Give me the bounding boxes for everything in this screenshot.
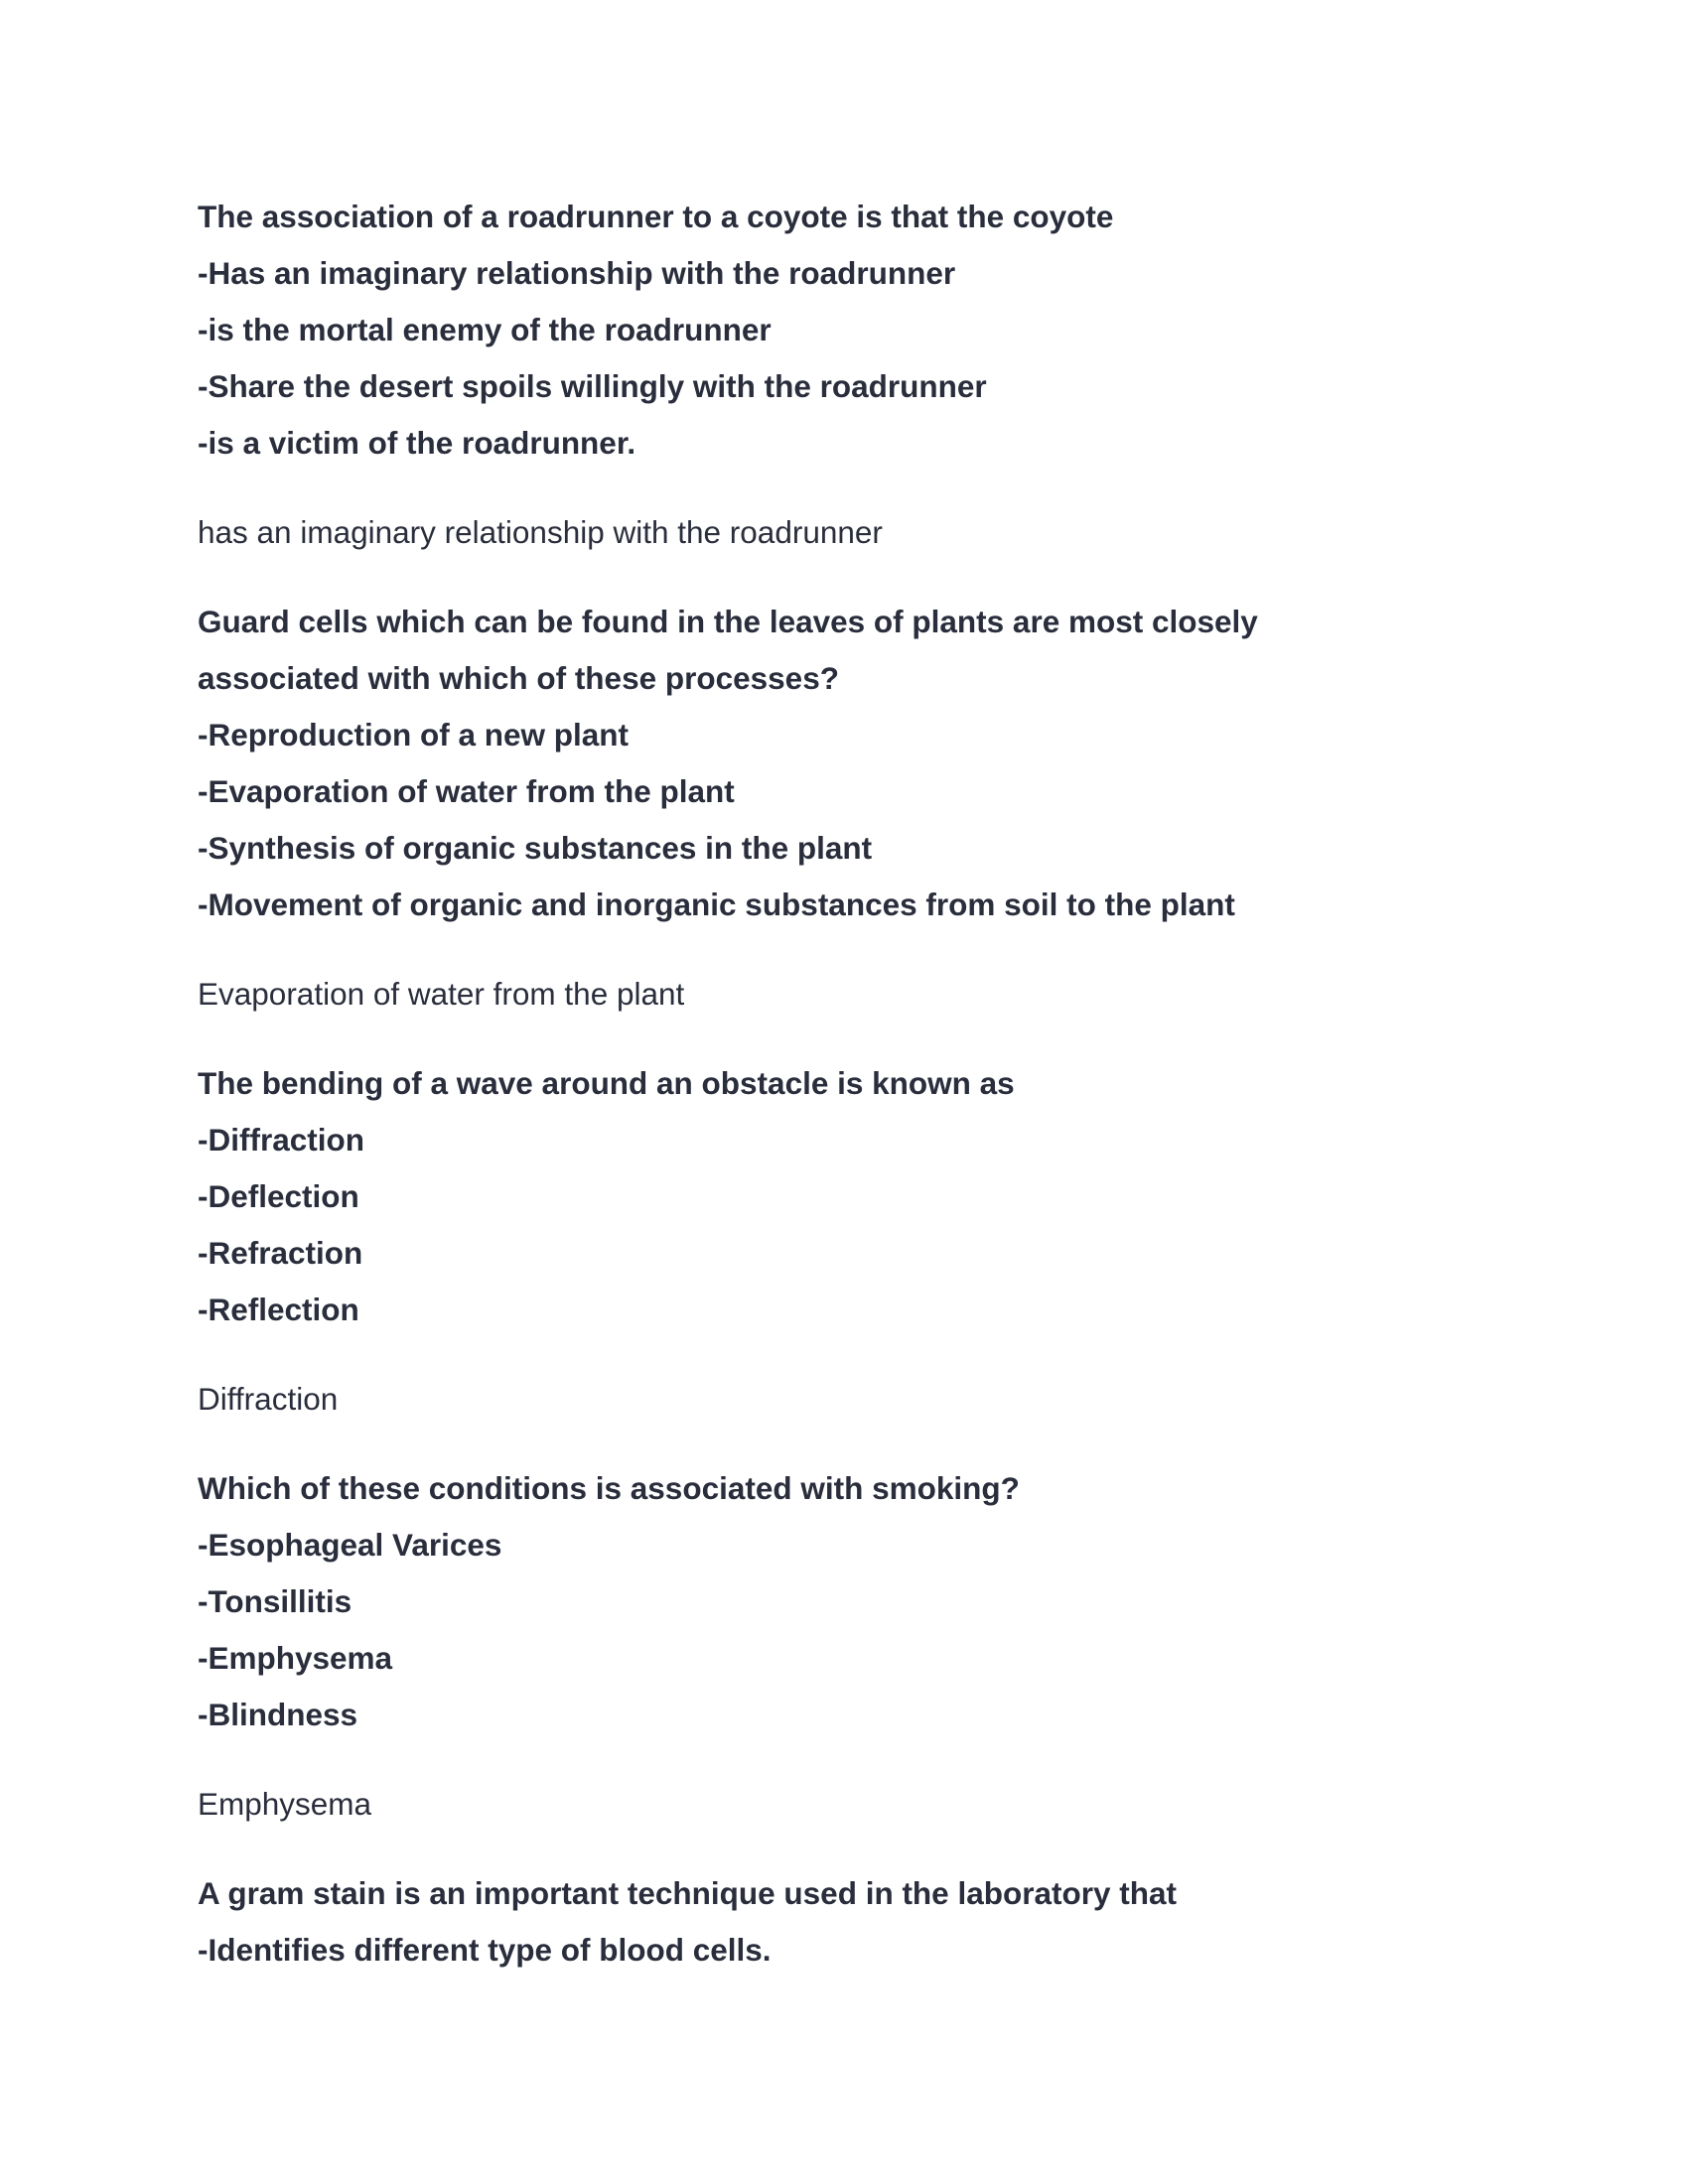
answer-option: -Share the desert spoils willingly with the roadrunner	[198, 368, 987, 404]
question-text: The bending of a wave around an obstacle is known as	[198, 1065, 1015, 1101]
correct-answer: has an imaginary relationship with the roadrunner	[198, 514, 883, 550]
question-block	[198, 189, 1508, 472]
document-page	[198, 189, 1508, 1979]
answer-option: -Esophageal Varices	[198, 1527, 502, 1563]
question-block	[198, 1865, 1508, 1979]
correct-answer: Emphysema	[198, 1786, 372, 1822]
answer-option: -is the mortal enemy of the roadrunner	[198, 312, 772, 347]
question-block	[198, 1460, 1508, 1743]
answer-option: -Emphysema	[198, 1640, 393, 1676]
answer-option: -Movement of organic and inorganic substances from soil to the plant	[198, 887, 1235, 922]
correct-answer: Diffraction	[198, 1381, 339, 1417]
answer-option: -Synthesis of organic substances in the plant	[198, 830, 873, 866]
question-text: Which of these conditions is associated with smoking?	[198, 1470, 1020, 1506]
answer-option: -Blindness	[198, 1697, 358, 1732]
question-text: The association of a roadrunner to a coyote is that the coyote	[198, 199, 1114, 234]
answer-option: -Reproduction of a new plant	[198, 717, 629, 752]
answer-option: -Diffraction	[198, 1122, 364, 1158]
answer-option: -is a victim of the roadrunner.	[198, 425, 636, 461]
answer-option: -Deflection	[198, 1178, 359, 1214]
answer-option: -Reflection	[198, 1292, 359, 1327]
question-text: associated with which of these processes?	[198, 660, 839, 696]
question-text: Guard cells which can be found in the leaves of plants are most closely	[198, 604, 1258, 639]
question-block	[198, 594, 1508, 933]
answer-option: -Has an imaginary relationship with the roadrunner	[198, 255, 956, 291]
question-text: A gram stain is an important technique used in the laboratory that	[198, 1875, 1177, 1911]
answer-option: -Identifies different type of blood cells.	[198, 1932, 772, 1968]
correct-answer: Evaporation of water from the plant	[198, 976, 685, 1012]
question-block	[198, 1055, 1508, 1338]
answer-option: -Tonsillitis	[198, 1583, 352, 1619]
answer-option: -Refraction	[198, 1235, 363, 1271]
answer-option: -Evaporation of water from the plant	[198, 773, 735, 809]
